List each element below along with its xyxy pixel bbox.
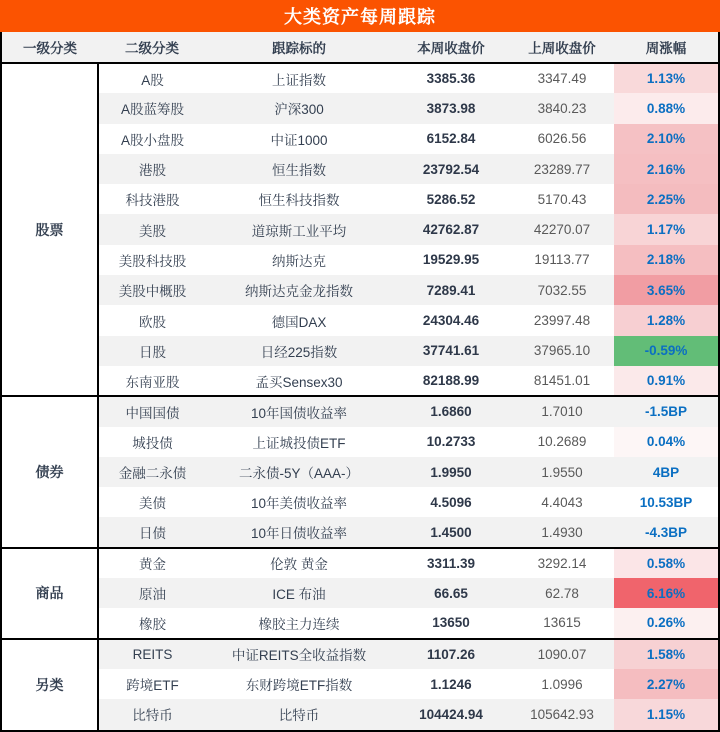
column-header-level2-category: 二级分类 (98, 32, 206, 63)
table-container (0, 32, 720, 732)
table-row (2, 669, 718, 699)
table-row (2, 548, 718, 578)
tracking-target-cell: 中证REITS全收益指数 (206, 639, 392, 669)
level2-category-cell: 黄金 (98, 548, 206, 578)
last-week-close-cell: 3292.14 (510, 548, 614, 578)
table-row (2, 578, 718, 608)
table-row (2, 93, 718, 123)
level2-category-cell: 欧股 (98, 305, 206, 335)
tracking-target-cell: 中证1000 (206, 124, 392, 154)
table-row (2, 124, 718, 154)
weekly-change-cell: -0.59% (614, 336, 718, 366)
level1-category-cell: 商品 (2, 548, 98, 639)
level2-category-cell: 美股科技股 (98, 245, 206, 275)
level2-category-cell: 美股中概股 (98, 275, 206, 305)
table-row (2, 457, 718, 487)
level1-category-cell: 债券 (2, 396, 98, 547)
level2-category-cell: 东南亚股 (98, 366, 206, 396)
level2-category-cell: 城投债 (98, 427, 206, 457)
table-row (2, 245, 718, 275)
last-week-close-cell: 1.7010 (510, 396, 614, 426)
this-week-close-cell: 13650 (392, 608, 510, 638)
this-week-close-cell: 3311.39 (392, 548, 510, 578)
this-week-close-cell: 7289.41 (392, 275, 510, 305)
last-week-close-cell: 5170.43 (510, 184, 614, 214)
table-row (2, 427, 718, 457)
tracking-target-cell: ICE 布油 (206, 578, 392, 608)
page-title: 大类资产每周跟踪 (0, 0, 720, 32)
tracking-target-cell: 东财跨境ETF指数 (206, 669, 392, 699)
this-week-close-cell: 24304.46 (392, 305, 510, 335)
weekly-change-cell: 10.53BP (614, 487, 718, 517)
this-week-close-cell: 82188.99 (392, 366, 510, 396)
weekly-change-cell: 2.18% (614, 245, 718, 275)
tracking-target-cell: 德国DAX (206, 305, 392, 335)
weekly-change-cell: 2.16% (614, 154, 718, 184)
last-week-close-cell: 3347.49 (510, 63, 614, 93)
table-row (2, 608, 718, 638)
level2-category-cell: 科技港股 (98, 184, 206, 214)
table-row (2, 487, 718, 517)
last-week-close-cell: 1.0996 (510, 669, 614, 699)
weekly-change-cell: 0.58% (614, 548, 718, 578)
weekly-change-cell: 0.04% (614, 427, 718, 457)
level2-category-cell: 原油 (98, 578, 206, 608)
table-row (2, 275, 718, 305)
weekly-change-cell: 2.27% (614, 669, 718, 699)
level2-category-cell: A股 (98, 63, 206, 93)
this-week-close-cell: 37741.61 (392, 336, 510, 366)
level1-category-cell: 另类 (2, 639, 98, 730)
this-week-close-cell: 23792.54 (392, 154, 510, 184)
tracking-target-cell: 道琼斯工业平均 (206, 214, 392, 244)
level2-category-cell: 橡胶 (98, 608, 206, 638)
tracking-target-cell: 10年国债收益率 (206, 396, 392, 426)
last-week-close-cell: 7032.55 (510, 275, 614, 305)
table-row (2, 517, 718, 547)
column-header-weekly-change: 周涨幅 (614, 32, 718, 63)
tracking-target-cell: 比特币 (206, 699, 392, 729)
level2-category-cell: 比特币 (98, 699, 206, 729)
last-week-close-cell: 4.4043 (510, 487, 614, 517)
weekly-change-cell: 2.25% (614, 184, 718, 214)
level2-category-cell: 跨境ETF (98, 669, 206, 699)
weekly-change-cell: 0.91% (614, 366, 718, 396)
table-row (2, 305, 718, 335)
level2-category-cell: A股蓝筹股 (98, 93, 206, 123)
tracking-target-cell: 10年日债收益率 (206, 517, 392, 547)
table-row (2, 214, 718, 244)
column-header-row (2, 32, 718, 63)
last-week-close-cell: 6026.56 (510, 124, 614, 154)
this-week-close-cell: 6152.84 (392, 124, 510, 154)
last-week-close-cell: 1.9550 (510, 457, 614, 487)
tracking-target-cell: 恒生科技指数 (206, 184, 392, 214)
column-header-tracking-target: 跟踪标的 (206, 32, 392, 63)
table-row (2, 184, 718, 214)
tracking-target-cell: 上证指数 (206, 63, 392, 93)
tracking-target-cell: 孟买Sensex30 (206, 366, 392, 396)
this-week-close-cell: 3385.36 (392, 63, 510, 93)
tracking-target-cell: 恒生指数 (206, 154, 392, 184)
this-week-close-cell: 4.5096 (392, 487, 510, 517)
tracking-target-cell: 伦敦 黄金 (206, 548, 392, 578)
last-week-close-cell: 19113.77 (510, 245, 614, 275)
tracking-target-cell: 纳斯达克金龙指数 (206, 275, 392, 305)
level2-category-cell: 日债 (98, 517, 206, 547)
this-week-close-cell: 66.65 (392, 578, 510, 608)
level2-category-cell: 中国国债 (98, 396, 206, 426)
column-header-last-week-close: 上周收盘价 (510, 32, 614, 63)
tracking-target-cell: 纳斯达克 (206, 245, 392, 275)
asset-table (2, 32, 718, 730)
table-row (2, 639, 718, 669)
table-row (2, 154, 718, 184)
level2-category-cell: 美股 (98, 214, 206, 244)
this-week-close-cell: 10.2733 (392, 427, 510, 457)
table-row (2, 63, 718, 93)
tracking-target-cell: 沪深300 (206, 93, 392, 123)
last-week-close-cell: 37965.10 (510, 336, 614, 366)
weekly-change-cell: 3.65% (614, 275, 718, 305)
weekly-change-cell: 0.88% (614, 93, 718, 123)
this-week-close-cell: 104424.94 (392, 699, 510, 729)
level2-category-cell: 美债 (98, 487, 206, 517)
last-week-close-cell: 1090.07 (510, 639, 614, 669)
last-week-close-cell: 13615 (510, 608, 614, 638)
weekly-change-cell: -1.5BP (614, 396, 718, 426)
last-week-close-cell: 62.78 (510, 578, 614, 608)
weekly-change-cell: 6.16% (614, 578, 718, 608)
weekly-change-cell: 1.17% (614, 214, 718, 244)
this-week-close-cell: 19529.95 (392, 245, 510, 275)
level2-category-cell: A股小盘股 (98, 124, 206, 154)
weekly-change-cell: 2.10% (614, 124, 718, 154)
weekly-change-cell: 1.13% (614, 63, 718, 93)
this-week-close-cell: 1107.26 (392, 639, 510, 669)
tracking-target-cell: 二永债-5Y（AAA-） (206, 457, 392, 487)
column-header-this-week-close: 本周收盘价 (392, 32, 510, 63)
table-row (2, 396, 718, 426)
last-week-close-cell: 3840.23 (510, 93, 614, 123)
last-week-close-cell: 105642.93 (510, 699, 614, 729)
last-week-close-cell: 81451.01 (510, 366, 614, 396)
this-week-close-cell: 42762.87 (392, 214, 510, 244)
level2-category-cell: 金融二永债 (98, 457, 206, 487)
table-row (2, 366, 718, 396)
this-week-close-cell: 5286.52 (392, 184, 510, 214)
tracking-target-cell: 橡胶主力连续 (206, 608, 392, 638)
table-row (2, 699, 718, 729)
table-row (2, 336, 718, 366)
last-week-close-cell: 42270.07 (510, 214, 614, 244)
last-week-close-cell: 1.4930 (510, 517, 614, 547)
weekly-change-cell: 1.28% (614, 305, 718, 335)
last-week-close-cell: 23997.48 (510, 305, 614, 335)
level2-category-cell: 日股 (98, 336, 206, 366)
this-week-close-cell: 1.6860 (392, 396, 510, 426)
weekly-change-cell: -4.3BP (614, 517, 718, 547)
weekly-change-cell: 0.26% (614, 608, 718, 638)
this-week-close-cell: 1.1246 (392, 669, 510, 699)
tracking-target-cell: 上证城投债ETF (206, 427, 392, 457)
this-week-close-cell: 3873.98 (392, 93, 510, 123)
tracking-target-cell: 10年美债收益率 (206, 487, 392, 517)
level2-category-cell: REITS (98, 639, 206, 669)
last-week-close-cell: 23289.77 (510, 154, 614, 184)
this-week-close-cell: 1.9950 (392, 457, 510, 487)
last-week-close-cell: 10.2689 (510, 427, 614, 457)
level1-category-cell: 股票 (2, 63, 98, 396)
tracking-target-cell: 日经225指数 (206, 336, 392, 366)
column-header-level1-category: 一级分类 (2, 32, 98, 63)
this-week-close-cell: 1.4500 (392, 517, 510, 547)
weekly-change-cell: 4BP (614, 457, 718, 487)
level2-category-cell: 港股 (98, 154, 206, 184)
weekly-change-cell: 1.15% (614, 699, 718, 729)
weekly-change-cell: 1.58% (614, 639, 718, 669)
